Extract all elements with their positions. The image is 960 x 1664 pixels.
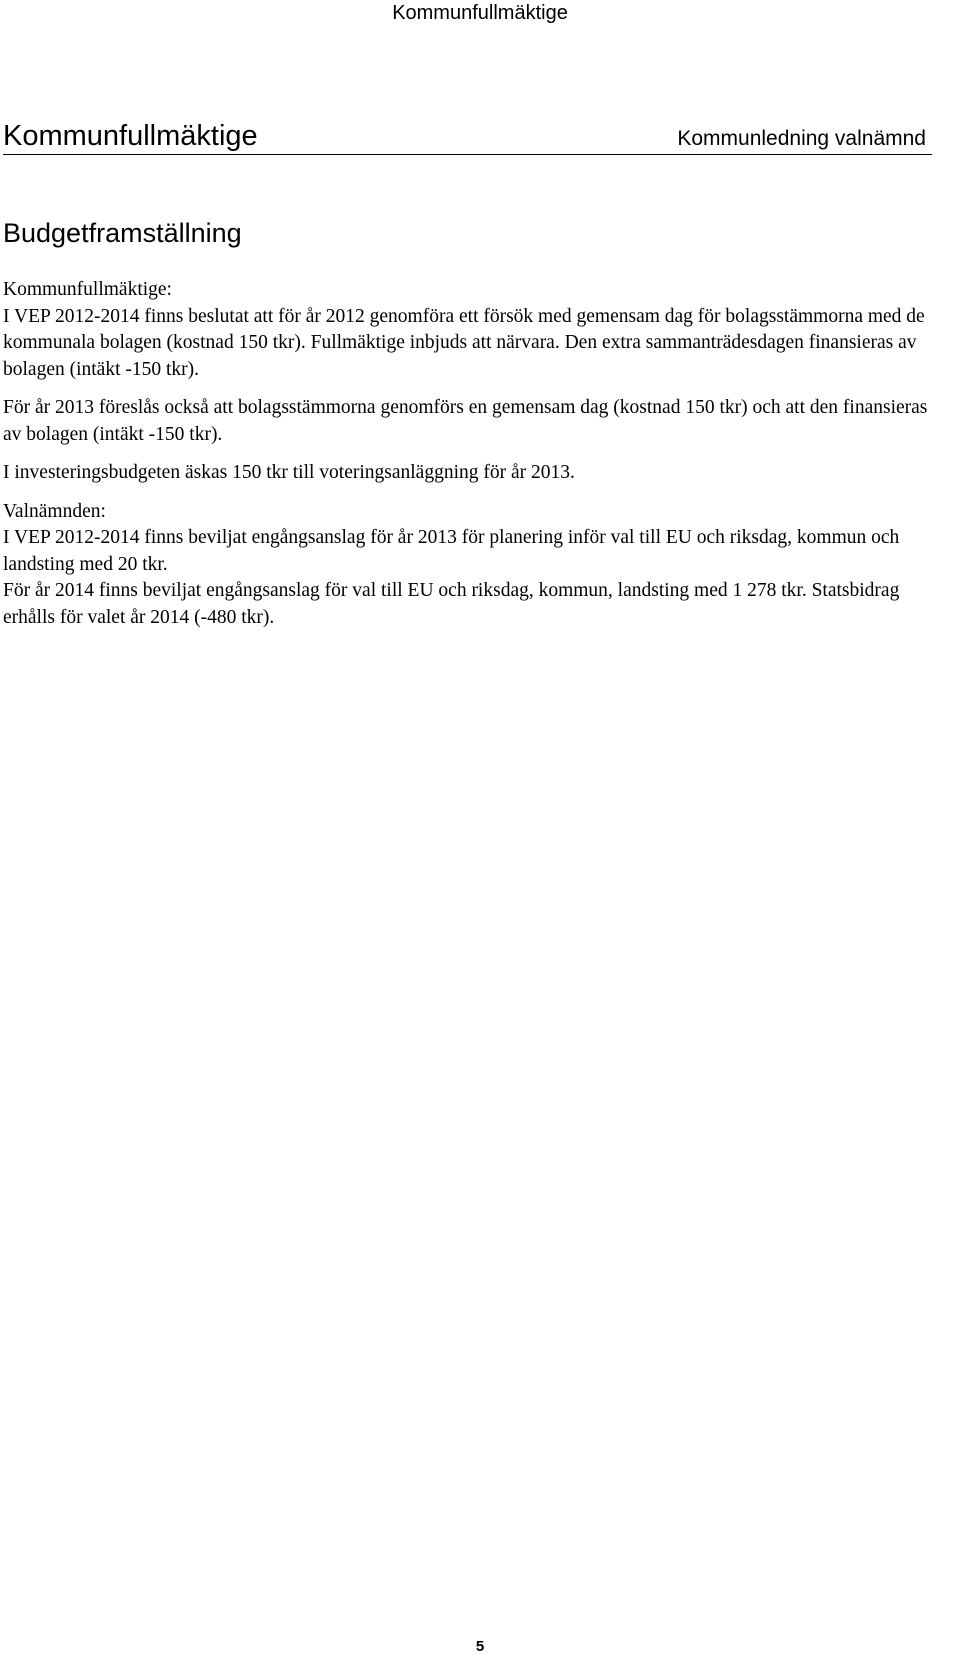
paragraph-vn-label: Valnämnden: [3, 500, 106, 522]
running-header: Kommunfullmäktige [392, 2, 568, 24]
paragraph-vn-2014: För år 2014 finns beviljat engångsanslag för val till EU och riksdag, kommun, landsting med 1 278 tkr. Statsbidrag erhålls för valet år 2014 (-480 tkr). [3, 580, 900, 628]
page-number: 5 [475, 1638, 485, 1655]
document-title: Kommunfullmäktige [3, 120, 258, 152]
paragraph-investment: I investeringsbudgeten äskas 150 tkr till voteringsanläggning för år 2013. [3, 462, 575, 483]
paragraph-kf-2013: För år 2013 föreslås också att bolagsstämmorna genomförs en gemensam dag (kostnad 150 tkr) och att den finansieras av bolagen (intäkt -150 tkr). [3, 397, 928, 445]
paragraph-kf-label: Kommunfullmäktige: [3, 279, 172, 300]
paragraph-vn-2013: I VEP 2012-2014 finns beviljat engångsanslag för år 2013 för planering inför val till EU och riksdag, kommun och landsting med 20 tkr. [3, 527, 900, 575]
title-row [3, 118, 932, 155]
body-text [3, 277, 943, 631]
section-heading: Budgetframställning [3, 218, 242, 248]
paragraph-kf-2012: I VEP 2012-2014 finns beslutat att för år 2012 genomföra ett försök med gemensam dag för bolagsstämmorna med de kommunala bolagen (kostnad 150 tkr). Fullmäktige inbjuds att närvara. Den extra sammanträdesdagen finansieras av bolagen (intäkt -150 tkr). [3, 305, 925, 380]
document-subtitle: Kommunledning valnämnd [677, 127, 926, 150]
